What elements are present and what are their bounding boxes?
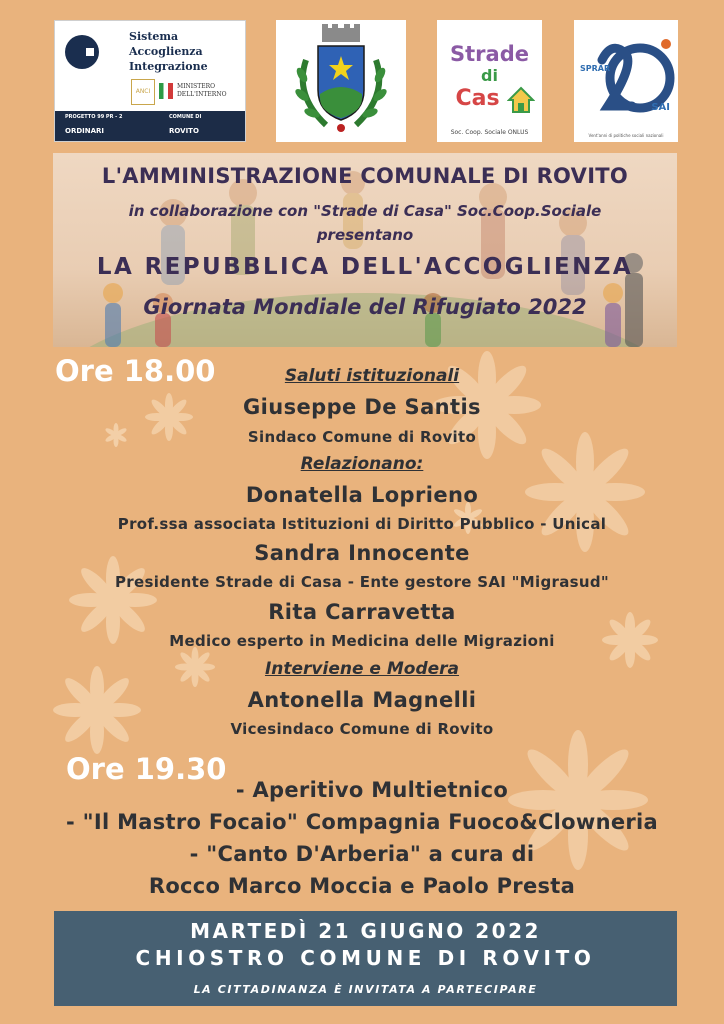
sai-comune: COMUNE DI <box>169 114 202 120</box>
strade-logo-word: Cas <box>455 86 500 111</box>
speaker-name: Antonella Magnelli <box>247 688 477 712</box>
sai-type: ORDINARI <box>65 127 105 135</box>
sprar-label: SPRAR <box>580 64 611 73</box>
rovito-crest-logo <box>276 20 406 142</box>
banner-organizer: L'AMMINISTRAZIONE COMUNALE DI ROVITO <box>101 164 629 188</box>
ministero-label <box>177 83 227 99</box>
program-item: - "Il Mastro Focaio" Compagnia Fuoco&Clowneria <box>65 810 659 834</box>
italy-flag-icon <box>159 83 173 99</box>
coat-of-arms-icon <box>276 20 406 142</box>
sprar-20-mark-icon <box>574 20 678 142</box>
strade-logo-word: Strade <box>450 42 529 66</box>
strade-di-casa-logo <box>437 20 542 142</box>
invitation-text: LA CITTADINANZA È INVITATA A PARTECIPARE <box>193 983 538 996</box>
sai-project: PROGETTO 99 PR - 2 <box>65 114 123 120</box>
ministero-line: DELL'INTERNO <box>177 91 227 98</box>
strade-logo-word: di <box>481 66 498 85</box>
sprar-20-sai-logo <box>574 20 678 142</box>
speaker-name: Sandra Innocente <box>254 541 470 565</box>
sai-title-line: Accoglienza <box>129 45 203 58</box>
sai-title-line: Integrazione <box>129 60 208 73</box>
speaker-role: Vicesindaco Comune di Rovito <box>230 720 494 738</box>
banner-collaboration: in collaborazione con "Strade di Casa" Soc.Coop.Sociale <box>128 202 602 220</box>
speaker-name: Giuseppe De Santis <box>243 395 481 419</box>
speaker-name: Rita Carravetta <box>268 600 456 624</box>
event-title: LA REPUBBLICA DELL'ACCOGLIENZA <box>96 254 634 280</box>
footer-band <box>54 911 677 1006</box>
sai-title <box>129 29 208 74</box>
time-second: Ore 19.30 <box>66 752 227 786</box>
speaker-role: Prof.ssa associata Istituzioni di Diritto Pubblico - Unical <box>117 515 607 533</box>
speaker-name: Donatella Loprieno <box>245 483 479 507</box>
sai-logo <box>54 20 246 142</box>
sai-info-bar <box>55 111 245 141</box>
title-banner <box>53 153 677 347</box>
program-item: Rocco Marco Moccia e Paolo Presta <box>148 874 576 898</box>
event-location: CHIOSTRO COMUNE DI ROVITO <box>135 946 596 970</box>
sai-title-line: Sistema <box>129 30 179 43</box>
banner-presentano: presentano <box>316 226 414 244</box>
sprar-subtitle: Vent'anni di politiche sociali nazionali <box>588 133 664 138</box>
event-date: MARTEDÌ 21 GIUGNO 2022 <box>190 919 541 943</box>
section-saluti: Saluti istituzionali <box>284 366 460 386</box>
sai-mark-icon <box>65 35 99 69</box>
time-first: Ore 18.00 <box>55 354 216 388</box>
program-item: - "Canto D'Arberia" a cura di <box>189 842 535 866</box>
speaker-role: Medico esperto in Medicina delle Migrazioni <box>169 632 555 650</box>
section-relazionano: Relazionano: <box>300 454 424 474</box>
program-item: - Aperitivo Multietnico <box>235 778 509 802</box>
speaker-role: Presidente Strade di Casa - Ente gestore SAI "Migrasud" <box>115 573 609 591</box>
ministero-line: MINISTERO <box>177 83 216 90</box>
speaker-role: Sindaco Comune di Rovito <box>247 428 477 446</box>
section-interviene: Interviene e Modera <box>264 659 460 679</box>
anci-logo: ANCI <box>131 79 155 105</box>
strade-logo-subtitle: Soc. Coop. Sociale ONLUS <box>450 129 529 136</box>
sprar-sai-label: SAI <box>651 102 670 113</box>
event-subtitle: Giornata Mondiale del Rifugiato 2022 <box>143 295 587 319</box>
house-icon <box>507 86 535 114</box>
sai-city: ROVITO <box>169 127 199 135</box>
